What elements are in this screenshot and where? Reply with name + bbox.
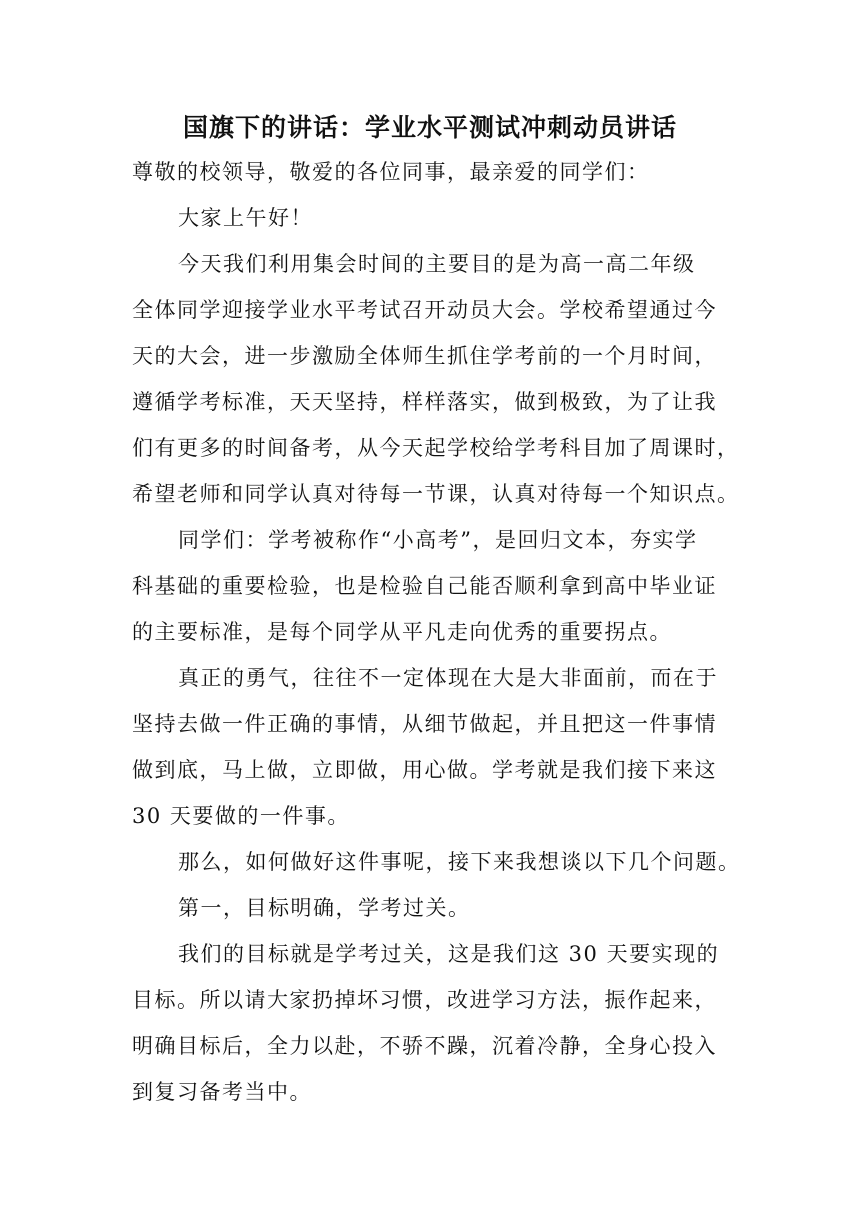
- paragraph-2-line-1: 同学们：学考被称作“小高考”，是回归文本，夯实学: [178, 528, 698, 552]
- greeting-line: 大家上午好！: [178, 206, 313, 230]
- paragraph-3-line-2: 坚持去做一件正确的事情，从细节做起，并且把这一件事情: [132, 712, 717, 736]
- paragraph-3-line-4: 30 天要做的一件事。: [132, 804, 350, 828]
- paragraph-1-line-5: 们有更多的时间备考，从今天起学校给学考科目加了周课时，: [132, 436, 740, 460]
- paragraph-3-line-3: 做到底，马上做，立即做，用心做。学考就是我们接下来这: [132, 758, 717, 782]
- paragraph-5-line-1: 我们的目标就是学考过关，这是我们这 30 天要实现的: [178, 942, 720, 966]
- paragraph-5-line-3: 明确目标后，全力以赴，不骄不躁，沉着冷静，全身心投入: [132, 1034, 717, 1058]
- paragraph-3-line-1: 真正的勇气，往往不一定体现在大是大非面前，而在于: [178, 666, 718, 690]
- paragraph-1-line-2: 全体同学迎接学业水平考试召开动员大会。学校希望通过今: [132, 298, 717, 322]
- paragraph-2-line-2: 科基础的重要检验，也是检验自己能否顺利拿到高中毕业证: [132, 574, 717, 598]
- paragraph-1-line-1: 今天我们利用集会时间的主要目的是为高一高二年级: [178, 252, 696, 276]
- section-heading-first: 第一，目标明确，学考过关。: [178, 896, 471, 920]
- paragraph-4-line-1: 那么，如何做好这件事呢，接下来我想谈以下几个问题。: [178, 850, 741, 874]
- salutation-line: 尊敬的校领导，敬爱的各位同事，最亲爱的同学们：: [132, 160, 650, 184]
- speech-title: 国旗下的讲话：学业水平测试冲刺动员讲话: [182, 113, 677, 142]
- paragraph-1-line-4: 遵循学考标准，天天坚持，样样落实，做到极致，为了让我: [132, 390, 717, 414]
- paragraph-1-line-6: 希望老师和同学认真对待每一节课，认真对待每一个知识点。: [132, 482, 740, 506]
- paragraph-5-line-2: 目标。所以请大家扔掉坏习惯，改进学习方法，振作起来，: [132, 988, 717, 1012]
- paragraph-5-line-4: 到复习备考当中。: [132, 1080, 312, 1104]
- paragraph-2-line-3: 的主要标准，是每个同学从平凡走向优秀的重要拐点。: [132, 620, 672, 644]
- paragraph-1-line-3: 天的大会，进一步激励全体师生抓住学考前的一个月时间，: [132, 344, 717, 368]
